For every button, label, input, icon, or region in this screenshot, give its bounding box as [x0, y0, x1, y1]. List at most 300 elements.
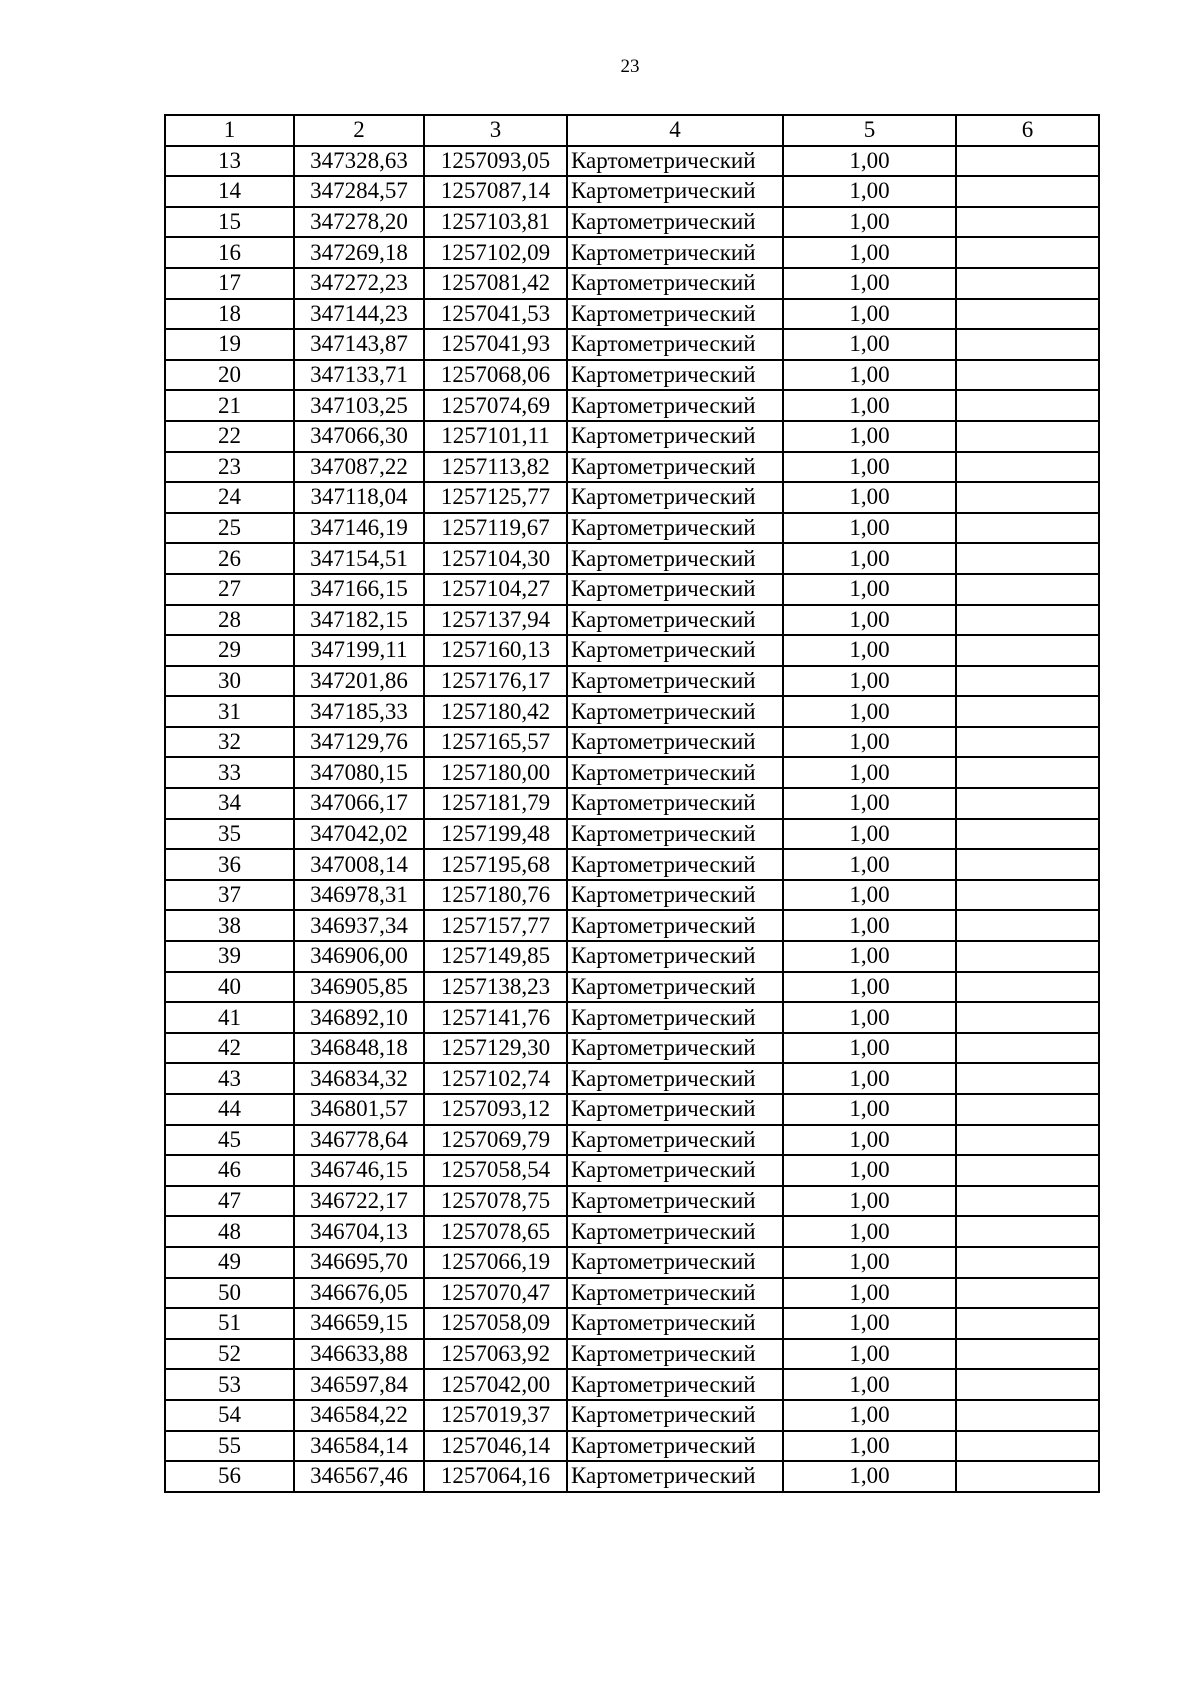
method-cell: Картометрический — [567, 819, 783, 850]
y-coordinate-cell: 1257103,81 — [424, 207, 567, 238]
table-row — [165, 1369, 1099, 1400]
table-row — [165, 1033, 1099, 1064]
table-row — [165, 635, 1099, 666]
x-coordinate-cell: 346722,17 — [294, 1186, 424, 1217]
accuracy-cell: 1,00 — [783, 1155, 956, 1186]
description-cell — [956, 1431, 1099, 1462]
table-row — [165, 421, 1099, 452]
accuracy-cell: 1,00 — [783, 268, 956, 299]
point-number-cell: 46 — [165, 1155, 294, 1186]
table-row — [165, 1400, 1099, 1431]
point-number-cell: 18 — [165, 299, 294, 330]
table-row — [165, 237, 1099, 268]
x-coordinate-cell: 347154,51 — [294, 543, 424, 574]
accuracy-cell: 1,00 — [783, 819, 956, 850]
description-cell — [956, 574, 1099, 605]
table-row — [165, 941, 1099, 972]
accuracy-cell: 1,00 — [783, 1033, 956, 1064]
x-coordinate-cell: 346978,31 — [294, 880, 424, 911]
description-cell — [956, 452, 1099, 483]
method-cell: Картометрический — [567, 635, 783, 666]
table-row — [165, 1094, 1099, 1125]
description-cell — [956, 1125, 1099, 1156]
y-coordinate-cell: 1257070,47 — [424, 1278, 567, 1309]
x-coordinate-cell: 347118,04 — [294, 482, 424, 513]
y-coordinate-cell: 1257101,11 — [424, 421, 567, 452]
page-number: 23 — [620, 56, 640, 77]
table-row — [165, 880, 1099, 911]
table-row — [165, 1339, 1099, 1370]
x-coordinate-cell: 346704,13 — [294, 1216, 424, 1247]
accuracy-cell: 1,00 — [783, 207, 956, 238]
accuracy-cell: 1,00 — [783, 666, 956, 697]
column-header: 5 — [783, 115, 956, 146]
x-coordinate-cell: 347182,15 — [294, 605, 424, 636]
x-coordinate-cell: 346906,00 — [294, 941, 424, 972]
accuracy-cell: 1,00 — [783, 605, 956, 636]
table-row — [165, 757, 1099, 788]
column-header: 3 — [424, 115, 567, 146]
table-row — [165, 513, 1099, 544]
description-cell — [956, 972, 1099, 1003]
method-cell: Картометрический — [567, 1369, 783, 1400]
point-number-cell: 54 — [165, 1400, 294, 1431]
method-cell: Картометрический — [567, 268, 783, 299]
description-cell — [956, 1400, 1099, 1431]
method-cell: Картометрический — [567, 574, 783, 605]
y-coordinate-cell: 1257165,57 — [424, 727, 567, 758]
accuracy-cell: 1,00 — [783, 176, 956, 207]
table-row — [165, 696, 1099, 727]
method-cell: Картометрический — [567, 1155, 783, 1186]
table-row — [165, 1063, 1099, 1094]
point-number-cell: 36 — [165, 849, 294, 880]
point-number-cell: 32 — [165, 727, 294, 758]
accuracy-cell: 1,00 — [783, 1094, 956, 1125]
point-number-cell: 29 — [165, 635, 294, 666]
point-number-cell: 50 — [165, 1278, 294, 1309]
accuracy-cell: 1,00 — [783, 421, 956, 452]
x-coordinate-cell: 346892,10 — [294, 1002, 424, 1033]
x-coordinate-cell: 347185,33 — [294, 696, 424, 727]
point-number-cell: 45 — [165, 1125, 294, 1156]
y-coordinate-cell: 1257195,68 — [424, 849, 567, 880]
x-coordinate-cell: 347080,15 — [294, 757, 424, 788]
accuracy-cell: 1,00 — [783, 1125, 956, 1156]
description-cell — [956, 1369, 1099, 1400]
accuracy-cell: 1,00 — [783, 329, 956, 360]
point-number-cell: 49 — [165, 1247, 294, 1278]
point-number-cell: 28 — [165, 605, 294, 636]
x-coordinate-cell: 347103,25 — [294, 390, 424, 421]
accuracy-cell: 1,00 — [783, 1216, 956, 1247]
table-row — [165, 849, 1099, 880]
accuracy-cell: 1,00 — [783, 727, 956, 758]
x-coordinate-cell: 346905,85 — [294, 972, 424, 1003]
point-number-cell: 34 — [165, 788, 294, 819]
description-cell — [956, 1461, 1099, 1492]
description-cell — [956, 329, 1099, 360]
method-cell: Картометрический — [567, 207, 783, 238]
accuracy-cell: 1,00 — [783, 1400, 956, 1431]
point-number-cell: 39 — [165, 941, 294, 972]
description-cell — [956, 237, 1099, 268]
description-cell — [956, 1033, 1099, 1064]
accuracy-cell: 1,00 — [783, 910, 956, 941]
point-number-cell: 52 — [165, 1339, 294, 1370]
y-coordinate-cell: 1257019,37 — [424, 1400, 567, 1431]
y-coordinate-cell: 1257102,74 — [424, 1063, 567, 1094]
description-cell — [956, 1278, 1099, 1309]
method-cell: Картометрический — [567, 390, 783, 421]
y-coordinate-cell: 1257064,16 — [424, 1461, 567, 1492]
table-row — [165, 1216, 1099, 1247]
y-coordinate-cell: 1257137,94 — [424, 605, 567, 636]
y-coordinate-cell: 1257138,23 — [424, 972, 567, 1003]
x-coordinate-cell: 346597,84 — [294, 1369, 424, 1400]
table-row — [165, 972, 1099, 1003]
x-coordinate-cell: 347278,20 — [294, 207, 424, 238]
method-cell: Картометрический — [567, 972, 783, 1003]
method-cell: Картометрический — [567, 1216, 783, 1247]
method-cell: Картометрический — [567, 788, 783, 819]
description-cell — [956, 1002, 1099, 1033]
accuracy-cell: 1,00 — [783, 513, 956, 544]
y-coordinate-cell: 1257180,42 — [424, 696, 567, 727]
description-cell — [956, 421, 1099, 452]
method-cell: Картометрический — [567, 1308, 783, 1339]
method-cell: Картометрический — [567, 1063, 783, 1094]
accuracy-cell: 1,00 — [783, 237, 956, 268]
y-coordinate-cell: 1257180,76 — [424, 880, 567, 911]
table-row — [165, 329, 1099, 360]
accuracy-cell: 1,00 — [783, 299, 956, 330]
description-cell — [956, 513, 1099, 544]
description-cell — [956, 819, 1099, 850]
table-row — [165, 299, 1099, 330]
accuracy-cell: 1,00 — [783, 941, 956, 972]
point-number-cell: 48 — [165, 1216, 294, 1247]
point-number-cell: 25 — [165, 513, 294, 544]
method-cell: Картометрический — [567, 880, 783, 911]
x-coordinate-cell: 347272,23 — [294, 268, 424, 299]
table-row — [165, 176, 1099, 207]
point-number-cell: 15 — [165, 207, 294, 238]
accuracy-cell: 1,00 — [783, 390, 956, 421]
description-cell — [956, 146, 1099, 177]
method-cell: Картометрический — [567, 605, 783, 636]
description-cell — [956, 666, 1099, 697]
y-coordinate-cell: 1257149,85 — [424, 941, 567, 972]
method-cell: Картометрический — [567, 176, 783, 207]
coordinates-table — [164, 114, 1100, 1493]
accuracy-cell: 1,00 — [783, 146, 956, 177]
y-coordinate-cell: 1257058,09 — [424, 1308, 567, 1339]
point-number-cell: 24 — [165, 482, 294, 513]
method-cell: Картометрический — [567, 941, 783, 972]
accuracy-cell: 1,00 — [783, 1278, 956, 1309]
point-number-cell: 16 — [165, 237, 294, 268]
y-coordinate-cell: 1257199,48 — [424, 819, 567, 850]
accuracy-cell: 1,00 — [783, 1308, 956, 1339]
point-number-cell: 40 — [165, 972, 294, 1003]
description-cell — [956, 268, 1099, 299]
table-row — [165, 1002, 1099, 1033]
y-coordinate-cell: 1257129,30 — [424, 1033, 567, 1064]
column-header: 1 — [165, 115, 294, 146]
table-row — [165, 390, 1099, 421]
point-number-cell: 22 — [165, 421, 294, 452]
method-cell: Картометрический — [567, 543, 783, 574]
y-coordinate-cell: 1257046,14 — [424, 1431, 567, 1462]
method-cell: Картометрический — [567, 666, 783, 697]
point-number-cell: 35 — [165, 819, 294, 850]
point-number-cell: 30 — [165, 666, 294, 697]
y-coordinate-cell: 1257160,13 — [424, 635, 567, 666]
x-coordinate-cell: 346937,34 — [294, 910, 424, 941]
accuracy-cell: 1,00 — [783, 880, 956, 911]
point-number-cell: 55 — [165, 1431, 294, 1462]
table-row — [165, 788, 1099, 819]
description-cell — [956, 849, 1099, 880]
table-row — [165, 207, 1099, 238]
method-cell: Картометрический — [567, 452, 783, 483]
accuracy-cell: 1,00 — [783, 1461, 956, 1492]
accuracy-cell: 1,00 — [783, 757, 956, 788]
x-coordinate-cell: 347066,17 — [294, 788, 424, 819]
method-cell: Картометрический — [567, 1431, 783, 1462]
y-coordinate-cell: 1257063,92 — [424, 1339, 567, 1370]
method-cell: Картометрический — [567, 727, 783, 758]
y-coordinate-cell: 1257078,75 — [424, 1186, 567, 1217]
x-coordinate-cell: 346834,32 — [294, 1063, 424, 1094]
point-number-cell: 42 — [165, 1033, 294, 1064]
x-coordinate-cell: 347087,22 — [294, 452, 424, 483]
accuracy-cell: 1,00 — [783, 1186, 956, 1217]
x-coordinate-cell: 347284,57 — [294, 176, 424, 207]
y-coordinate-cell: 1257157,77 — [424, 910, 567, 941]
point-number-cell: 21 — [165, 390, 294, 421]
table-row — [165, 1308, 1099, 1339]
y-coordinate-cell: 1257041,93 — [424, 329, 567, 360]
y-coordinate-cell: 1257119,67 — [424, 513, 567, 544]
y-coordinate-cell: 1257078,65 — [424, 1216, 567, 1247]
method-cell: Картометрический — [567, 1033, 783, 1064]
x-coordinate-cell: 346801,57 — [294, 1094, 424, 1125]
point-number-cell: 51 — [165, 1308, 294, 1339]
table-row — [165, 268, 1099, 299]
point-number-cell: 41 — [165, 1002, 294, 1033]
x-coordinate-cell: 347133,71 — [294, 360, 424, 391]
x-coordinate-cell: 346567,46 — [294, 1461, 424, 1492]
point-number-cell: 53 — [165, 1369, 294, 1400]
point-number-cell: 38 — [165, 910, 294, 941]
description-cell — [956, 299, 1099, 330]
method-cell: Картометрический — [567, 849, 783, 880]
table-row — [165, 360, 1099, 391]
description-cell — [956, 941, 1099, 972]
x-coordinate-cell: 346633,88 — [294, 1339, 424, 1370]
y-coordinate-cell: 1257113,82 — [424, 452, 567, 483]
accuracy-cell: 1,00 — [783, 360, 956, 391]
description-cell — [956, 390, 1099, 421]
y-coordinate-cell: 1257125,77 — [424, 482, 567, 513]
point-number-cell: 27 — [165, 574, 294, 605]
description-cell — [956, 605, 1099, 636]
x-coordinate-cell: 346676,05 — [294, 1278, 424, 1309]
x-coordinate-cell: 347328,63 — [294, 146, 424, 177]
point-number-cell: 19 — [165, 329, 294, 360]
accuracy-cell: 1,00 — [783, 1339, 956, 1370]
accuracy-cell: 1,00 — [783, 1369, 956, 1400]
point-number-cell: 44 — [165, 1094, 294, 1125]
x-coordinate-cell: 346778,64 — [294, 1125, 424, 1156]
description-cell — [956, 207, 1099, 238]
y-coordinate-cell: 1257068,06 — [424, 360, 567, 391]
y-coordinate-cell: 1257181,79 — [424, 788, 567, 819]
description-cell — [956, 910, 1099, 941]
table-row — [165, 574, 1099, 605]
table-row — [165, 666, 1099, 697]
description-cell — [956, 482, 1099, 513]
y-coordinate-cell: 1257041,53 — [424, 299, 567, 330]
description-cell — [956, 1094, 1099, 1125]
table-row — [165, 1247, 1099, 1278]
description-cell — [956, 360, 1099, 391]
accuracy-cell: 1,00 — [783, 1063, 956, 1094]
method-cell: Картометрический — [567, 1278, 783, 1309]
method-cell: Картометрический — [567, 237, 783, 268]
table-row — [165, 1125, 1099, 1156]
description-cell — [956, 1155, 1099, 1186]
description-cell — [956, 727, 1099, 758]
method-cell: Картометрический — [567, 360, 783, 391]
method-cell: Картометрический — [567, 1094, 783, 1125]
accuracy-cell: 1,00 — [783, 972, 956, 1003]
method-cell: Картометрический — [567, 1247, 783, 1278]
point-number-cell: 14 — [165, 176, 294, 207]
x-coordinate-cell: 347166,15 — [294, 574, 424, 605]
table-row — [165, 1278, 1099, 1309]
table-row — [165, 482, 1099, 513]
accuracy-cell: 1,00 — [783, 452, 956, 483]
point-number-cell: 20 — [165, 360, 294, 391]
y-coordinate-cell: 1257102,09 — [424, 237, 567, 268]
method-cell: Картометрический — [567, 513, 783, 544]
accuracy-cell: 1,00 — [783, 696, 956, 727]
x-coordinate-cell: 347201,86 — [294, 666, 424, 697]
point-number-cell: 31 — [165, 696, 294, 727]
y-coordinate-cell: 1257180,00 — [424, 757, 567, 788]
method-cell: Картометрический — [567, 1339, 783, 1370]
y-coordinate-cell: 1257176,17 — [424, 666, 567, 697]
description-cell — [956, 1308, 1099, 1339]
accuracy-cell: 1,00 — [783, 1002, 956, 1033]
table-row — [165, 910, 1099, 941]
column-header: 6 — [956, 115, 1099, 146]
x-coordinate-cell: 346584,22 — [294, 1400, 424, 1431]
x-coordinate-cell: 346746,15 — [294, 1155, 424, 1186]
description-cell — [956, 1247, 1099, 1278]
table-row — [165, 605, 1099, 636]
method-cell: Картометрический — [567, 299, 783, 330]
accuracy-cell: 1,00 — [783, 574, 956, 605]
y-coordinate-cell: 1257087,14 — [424, 176, 567, 207]
method-cell: Картометрический — [567, 1186, 783, 1217]
method-cell: Картометрический — [567, 1400, 783, 1431]
y-coordinate-cell: 1257104,30 — [424, 543, 567, 574]
y-coordinate-cell: 1257058,54 — [424, 1155, 567, 1186]
accuracy-cell: 1,00 — [783, 482, 956, 513]
method-cell: Картометрический — [567, 482, 783, 513]
x-coordinate-cell: 347269,18 — [294, 237, 424, 268]
description-cell — [956, 176, 1099, 207]
description-cell — [956, 757, 1099, 788]
table-row — [165, 146, 1099, 177]
x-coordinate-cell: 347143,87 — [294, 329, 424, 360]
x-coordinate-cell: 347129,76 — [294, 727, 424, 758]
table-row — [165, 543, 1099, 574]
point-number-cell: 33 — [165, 757, 294, 788]
method-cell: Картометрический — [567, 1125, 783, 1156]
table-row — [165, 452, 1099, 483]
y-coordinate-cell: 1257104,27 — [424, 574, 567, 605]
x-coordinate-cell: 347008,14 — [294, 849, 424, 880]
point-number-cell: 47 — [165, 1186, 294, 1217]
table-row — [165, 1155, 1099, 1186]
accuracy-cell: 1,00 — [783, 635, 956, 666]
column-header: 4 — [567, 115, 783, 146]
x-coordinate-cell: 346695,70 — [294, 1247, 424, 1278]
description-cell — [956, 1216, 1099, 1247]
table-header-row — [165, 115, 1099, 146]
description-cell — [956, 1063, 1099, 1094]
x-coordinate-cell: 347042,02 — [294, 819, 424, 850]
x-coordinate-cell: 346848,18 — [294, 1033, 424, 1064]
point-number-cell: 23 — [165, 452, 294, 483]
description-cell — [956, 543, 1099, 574]
table-row — [165, 819, 1099, 850]
table-row — [165, 727, 1099, 758]
y-coordinate-cell: 1257093,05 — [424, 146, 567, 177]
description-cell — [956, 880, 1099, 911]
x-coordinate-cell: 347066,30 — [294, 421, 424, 452]
table-body — [165, 115, 1099, 1492]
y-coordinate-cell: 1257066,19 — [424, 1247, 567, 1278]
accuracy-cell: 1,00 — [783, 1431, 956, 1462]
accuracy-cell: 1,00 — [783, 543, 956, 574]
description-cell — [956, 635, 1099, 666]
accuracy-cell: 1,00 — [783, 788, 956, 819]
y-coordinate-cell: 1257141,76 — [424, 1002, 567, 1033]
y-coordinate-cell: 1257069,79 — [424, 1125, 567, 1156]
point-number-cell: 37 — [165, 880, 294, 911]
point-number-cell: 26 — [165, 543, 294, 574]
y-coordinate-cell: 1257093,12 — [424, 1094, 567, 1125]
column-header: 2 — [294, 115, 424, 146]
y-coordinate-cell: 1257074,69 — [424, 390, 567, 421]
x-coordinate-cell: 346659,15 — [294, 1308, 424, 1339]
method-cell: Картометрический — [567, 696, 783, 727]
point-number-cell: 43 — [165, 1063, 294, 1094]
table-row — [165, 1186, 1099, 1217]
description-cell — [956, 1186, 1099, 1217]
x-coordinate-cell: 347199,11 — [294, 635, 424, 666]
method-cell: Картометрический — [567, 146, 783, 177]
y-coordinate-cell: 1257042,00 — [424, 1369, 567, 1400]
x-coordinate-cell: 347144,23 — [294, 299, 424, 330]
table-row — [165, 1461, 1099, 1492]
